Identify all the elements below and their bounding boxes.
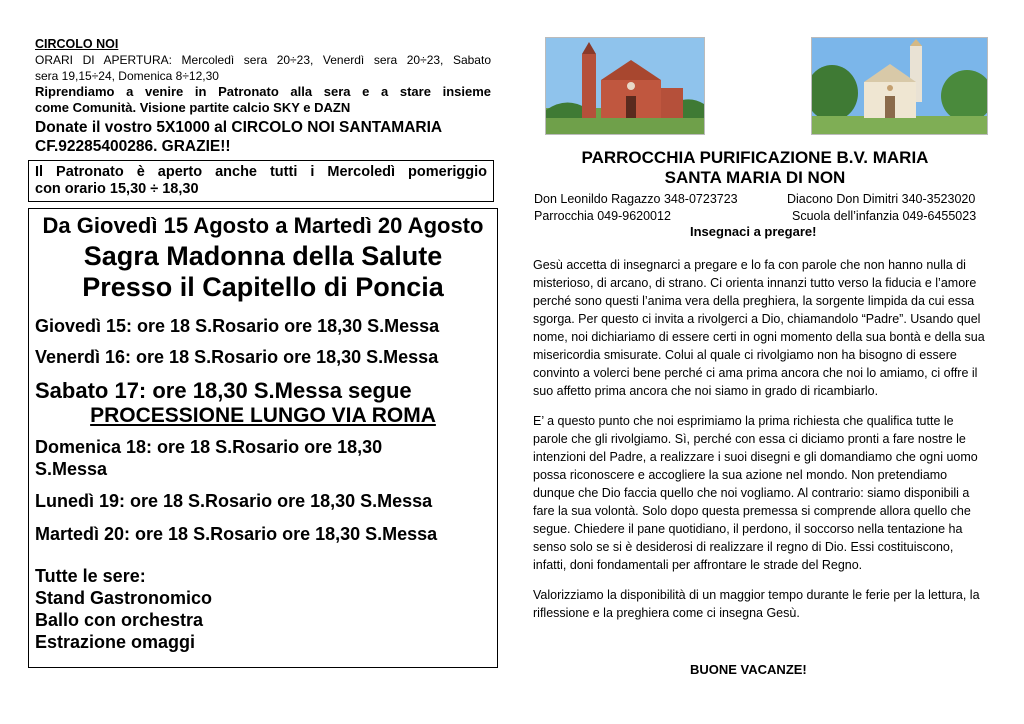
schedule-domenica-1: Domenica 18: ore 18 S.Rosario ore 18,30 [35,437,383,457]
article-paragraph-3: Valorizziamo la disponibilità di un maggior tempo durante le ferie per la lettura, la riflessione e la preghiera come ci insegna Gesù. [533,588,980,620]
article-heading: Insegnaci a pregare! [690,224,817,239]
parrocchia-subtitle: SANTA MARIA DI NON [664,168,846,187]
schedule-giovedi: Giovedì 15: ore 18 S.Rosario ore 18,30 S.Messa [35,316,440,336]
circolo-title: CIRCOLO NOI [35,37,119,51]
church-photo-1 [545,37,705,135]
sagra-location: Presso il Capitello di Poncia [82,272,444,302]
sere-item-ballo: Ballo con orchestra [35,610,204,630]
schedule-martedi: Martedì 20: ore 18 S.Rosario ore 18,30 S.Messa [35,524,438,544]
schedule-lunedi: Lunedì 19: ore 18 S.Rosario ore 18,30 S.Messa [35,491,433,511]
patronato-line-1: Il Patronato è aperto anche tutti i Mercoledì pomeriggio [35,164,487,180]
schedule-venerdi: Venerdì 16: ore 18 S.Rosario ore 18,30 S.Messa [35,347,439,367]
contact-scuola: Scuola dell’infanzia 049-6455023 [792,209,977,223]
contact-parrocchia: Parrocchia 049-9620012 [534,209,671,223]
sere-item-estrazione: Estrazione omaggi [35,632,196,652]
riprendiamo-line-2: come Comunità. Visione partite calcio SKY e DAZN [35,100,351,115]
article-paragraph-2: E’ a questo punto che noi esprimiamo la prima richiesta che qualifica tutte le parole che gli rivolgiamo. Sì, perché con essa ci diciamo pronti a fare nostre le intenzioni del Padre, a realizzare i suoi disegni e gli domandiamo che ogni uomo possa riconoscere e accogliere la sua azione nel mondo. Non pretendiamo dunque che Dio faccia quello che noi vogliamo. Al contrario: siamo disponibili a fare la sua volontà. Solo dopo questa premessa si comprende allora quello che segue. Chiedere il pane quotidiano, il perdono, il soccorso nella tentazione ha senso solo se si è desiderosi di realizzare il regno di Dio. Essi costituiscono, infatti, doni fondamentali per affrontare le strade del Regno. [533,414,978,572]
parrocchia-header [515,148,995,188]
orari-line-2: sera 19,15÷24, Domenica 8÷12,30 [35,69,219,83]
sere-title: Tutte le sere: [35,566,146,586]
sagra-box [28,208,498,668]
schedule-domenica-2: S.Messa [35,459,108,479]
church-photo-2 [811,37,988,135]
donate-line-1: Donate il vostro 5X1000 al CIRCOLO NOI SANTAMARIA [35,119,443,136]
circolo-noi-section [35,36,491,156]
sagra-dates: Da Giovedì 15 Agosto a Martedì 20 Agosto [42,213,484,238]
patronato-line-2: con orario 15,30 ÷ 18,30 [35,181,199,197]
contact-don: Don Leonildo Ragazzo 348-0723723 [534,192,738,206]
processione-label: PROCESSIONE LUNGO VIA ROMA [90,404,436,427]
riprendiamo-line-1: Riprendiamo a venire in Patronato alla sera e a stare insieme [35,84,491,99]
closing-greeting: BUONE VACANZE! [690,662,807,677]
contact-diacono: Diacono Don Dimitri 340-3523020 [787,192,976,206]
parrocchia-title: PARROCCHIA PURIFICAZIONE B.V. MARIA [581,148,929,167]
article-body [533,256,987,634]
sere-item-stand: Stand Gastronomico [35,588,213,608]
patronato-box [28,160,494,202]
donate-line-2: CF.92285400286. GRAZIE!! [35,138,231,155]
schedule-sabato: Sabato 17: ore 18,30 S.Messa segue [35,378,412,403]
article-paragraph-1: Gesù accetta di insegnarci a pregare e lo fa con parole che non hanno nulla di misterioso, di arcano, di strano. Ci orienta innanzi tutto verso la fiducia e l’amore perché sono questi l’anima vera della preghiera, la sorgente limpida da cui essa sgorga. Per questo ci invita a rivolgerci a Dio, chiamandolo “Padre”. Usando quel nome, noi dichiariamo di essere certi in ogni momento della sua bontà e della sua misericordia smisurate. Colui al quale ci rivolgiamo non ha bisogno di essere convinto a volerci bene perché ci ama prima ancora che noi lo amiamo, ci offre il suo affetto prima ancora che noi siamo in grado di ricambiarlo. [533,258,985,398]
sagra-title: Sagra Madonna della Salute [83,241,443,271]
orari-line-1: ORARI DI APERTURA: Mercoledì sera 20÷23, Venerdì sera 20÷23, Sabato [35,53,491,67]
